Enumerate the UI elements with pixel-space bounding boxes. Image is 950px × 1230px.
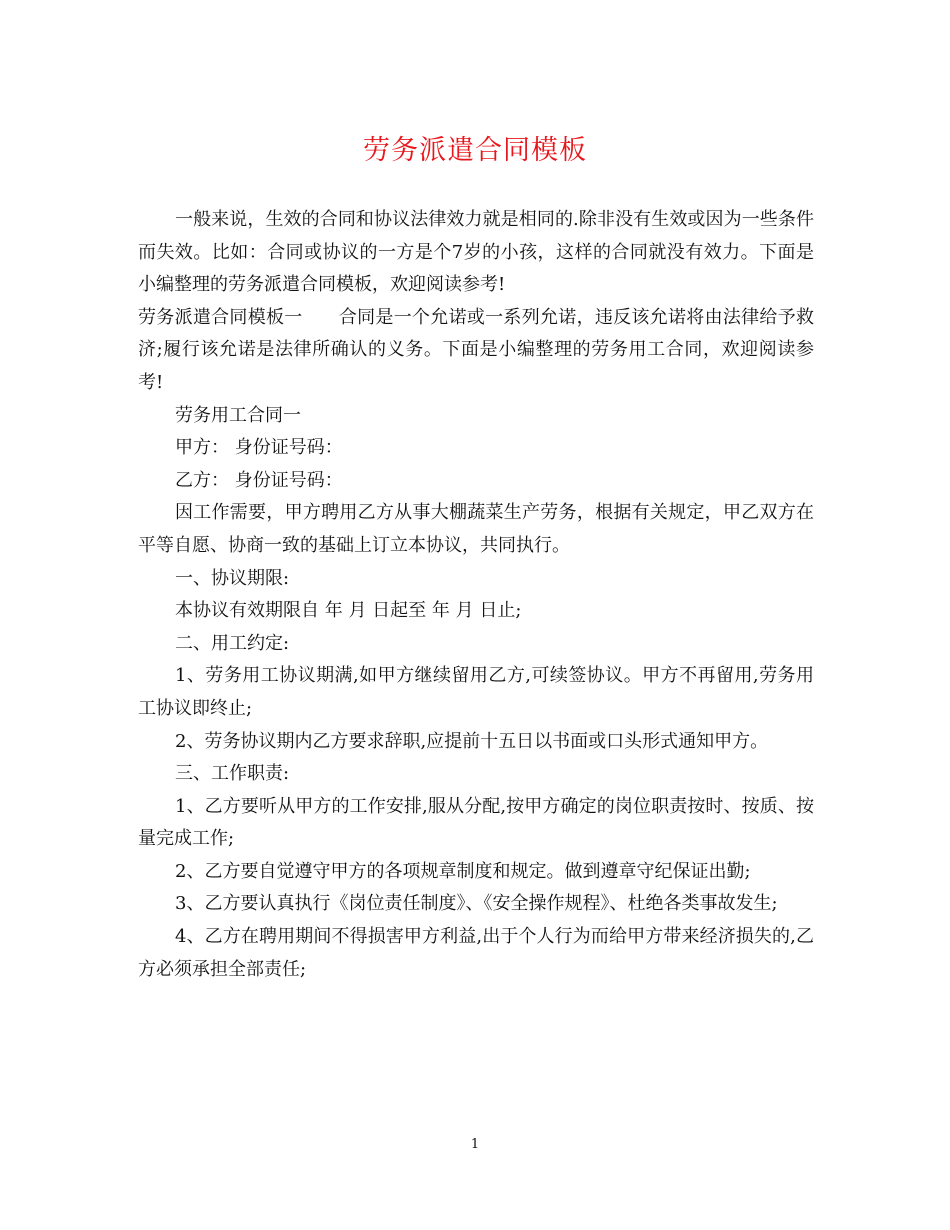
section-1-text: 本协议有效期限自 年 月 日起至 年 月 日止;: [175, 600, 522, 622]
section-2-title: 二、用工约定:: [175, 632, 290, 654]
preamble-paragraph: 因工作需要，甲方聘用乙方从事大棚蔬菜生产劳务，根据有关规定，甲乙双方在平等自愿、协商一致的基础上订立本协议，共同执行。: [138, 502, 814, 556]
page-number: 1: [470, 1137, 480, 1152]
party-b-line: 乙方： 身份证号码：: [175, 469, 343, 491]
section-3-item-2: 2、乙方要自觉遵守甲方的各项规章制度和规定。做到遵章守纪保证出勤;: [175, 860, 751, 882]
section-text: 合同是一个允诺或一系列允诺，违反该允诺将由法律给予救济;履行该允诺是法律所确认的义务。下面是小编整理的劳务用工合同，欢迎阅读参考!: [138, 306, 815, 393]
section-3-item-3: 3、乙方要认真执行《岗位责任制度》、《安全操作规程》、杜绝各类事故发生;: [175, 893, 778, 915]
section-3-title: 三、工作职责:: [175, 763, 290, 785]
contract-name: 劳务用工合同一: [175, 404, 301, 426]
section-2-item-1: 1、劳务用工协议期满,如甲方继续留用乙方,可续签协议。甲方不再留用,劳务用工协议即终止;: [138, 665, 814, 719]
intro-paragraph: 一般来说，生效的合同和协议法律效力就是相同的.除非没有生效或因为一些条件而失效。比如：合同或协议的一方是个7岁的小孩，这样的合同就没有效力。下面是小编整理的劳务派遣合同模板，欢迎阅读参考!: [138, 209, 814, 296]
party-a-line: 甲方： 身份证号码：: [175, 437, 343, 459]
section-heading: 劳务派遣合同模板一: [138, 306, 303, 328]
section-1-title: 一、协议期限:: [175, 567, 290, 589]
document-title: 劳务派遣合同模板: [363, 135, 587, 166]
document-body: [138, 204, 814, 986]
section-paragraph: [138, 302, 814, 400]
section-3-item-4: 4、乙方在聘用期间不得损害甲方利益,出于个人行为而给甲方带来经济损失的,乙方必须承担全部责任;: [138, 926, 814, 980]
section-2-item-2: 2、劳务协议期内乙方要求辞职,应提前十五日以书面或口头形式通知甲方。: [175, 730, 769, 752]
section-3-item-1: 1、乙方要听从甲方的工作安排,服从分配,按甲方确定的岗位职责按时、按质、按量完成工作;: [138, 795, 814, 850]
